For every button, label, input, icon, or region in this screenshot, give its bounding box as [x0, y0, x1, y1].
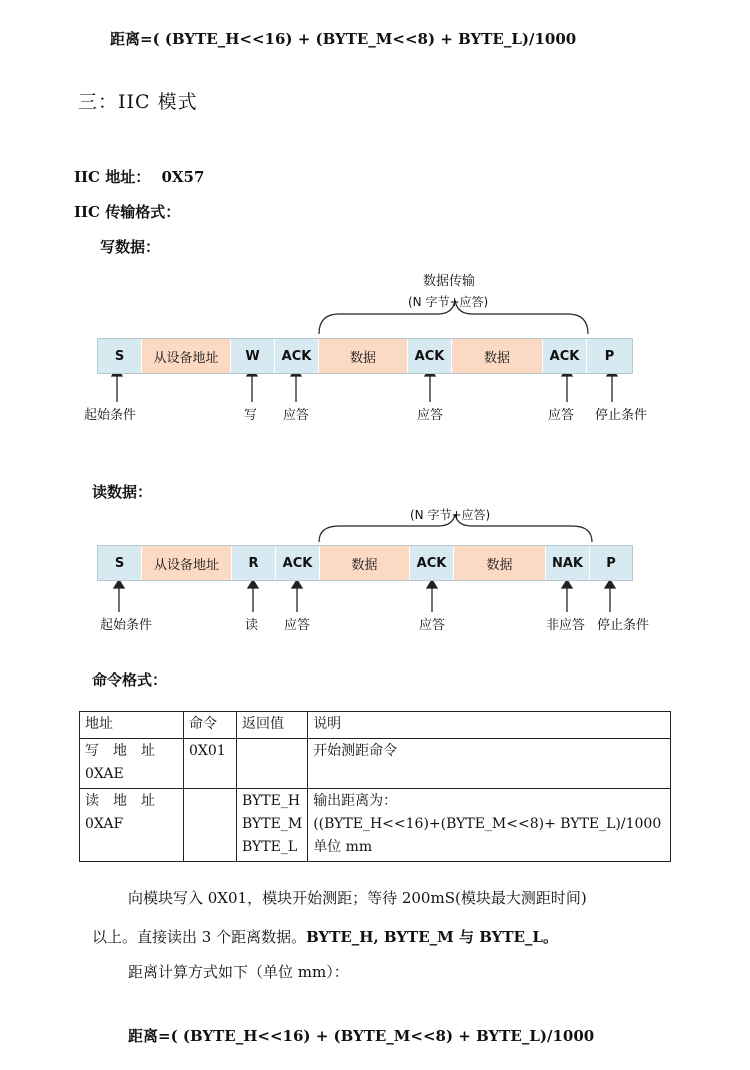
read-data-title: 读数据：	[92, 483, 153, 501]
write-cell-ack-1: ACK	[275, 339, 319, 373]
table-cell-description: 输出距离为： ((BYTE_H<<16)+(BYTE_M<<8)+ BYTE_L)/1000 单位 mm	[308, 789, 671, 862]
read-cell-start: S	[98, 546, 142, 580]
read-note-ack-1: 应答	[284, 618, 311, 633]
table-header-cell: 命令	[184, 712, 237, 739]
write-cell-ack-2: ACK	[408, 339, 452, 373]
paragraph-line-2: 以上。直接读出 3 个距离数据。BYTE_H, BYTE_M 与 BYTE_L。	[92, 928, 558, 946]
read-cell-data-2: 数据	[454, 546, 546, 580]
transfer-format-label: IIC 传输格式：	[74, 203, 181, 221]
write-data-title: 写数据：	[100, 238, 161, 256]
table-cell-return: BYTE_H BYTE_M BYTE_L	[237, 789, 308, 862]
read-cell-ack-1: ACK	[276, 546, 320, 580]
iic-address-value: 0X57	[161, 168, 205, 186]
table-row	[80, 789, 671, 862]
write-cell-w: W	[231, 339, 275, 373]
table-header-cell: 说明	[308, 712, 671, 739]
read-cell-nak: NAK	[546, 546, 590, 580]
write-note-ack-2: 应答	[417, 408, 444, 423]
read-cell-slave-address: 从设备地址	[142, 546, 232, 580]
read-note-start: 起始条件	[100, 618, 153, 633]
write-cell-ack-3: ACK	[543, 339, 587, 373]
write-note-start: 起始条件	[84, 408, 137, 423]
write-cell-start: S	[98, 339, 142, 373]
write-note-w: 写	[244, 408, 258, 423]
table-header-row	[80, 712, 671, 739]
write-note-ack-3: 应答	[548, 408, 575, 423]
table-cell-address: 读 地 址 0XAF	[80, 789, 184, 862]
read-cell-data-1: 数据	[320, 546, 410, 580]
read-note-stop: 停止条件	[597, 618, 650, 633]
command-table	[79, 711, 671, 862]
write-note-ack-1: 应答	[283, 408, 310, 423]
write-frame-bar	[97, 338, 633, 374]
read-arrows	[114, 580, 615, 612]
table-cell-address: 写 地 址 0XAE	[80, 739, 184, 789]
read-note-nak: 非应答	[546, 618, 586, 633]
table-cell-return	[237, 739, 308, 789]
table-header-cell: 返回值	[237, 712, 308, 739]
iic-address-label: IIC 地址：	[74, 168, 151, 186]
table-cell-description: 开始测距命令	[308, 739, 671, 789]
section-title: 三：IIC 模式	[78, 91, 198, 113]
read-brace-subtitle: (N 字节+应答)	[410, 508, 491, 522]
table-cell-command: 0X01	[184, 739, 237, 789]
paragraph-line-3: 距离计算方式如下（单位 mm）：	[128, 963, 349, 981]
write-cell-data-1: 数据	[319, 339, 408, 373]
distance-formula-top: 距离=( (BYTE_H<<16) + (BYTE_M<<8) + BYTE_L)/1000	[110, 30, 577, 48]
write-note-stop: 停止条件	[595, 408, 648, 423]
read-note-ack-2: 应答	[419, 618, 446, 633]
read-note-r: 读	[245, 618, 259, 633]
read-frame-bar	[97, 545, 633, 581]
paragraph-line-1: 向模块写入 0X01，模块开始测距；等待 200mS(模块最大测距时间)	[128, 889, 587, 907]
read-cell-stop: P	[590, 546, 632, 580]
table-cell-command	[184, 789, 237, 862]
distance-formula-bottom: 距离=( (BYTE_H<<16) + (BYTE_M<<8) + BYTE_L)/1000	[128, 1027, 595, 1045]
write-cell-stop: P	[587, 339, 632, 373]
write-brace	[319, 300, 588, 334]
write-brace-title: 数据传输	[423, 274, 476, 289]
command-format-label: 命令格式：	[92, 671, 168, 689]
write-cell-data-2: 数据	[452, 339, 543, 373]
table-row	[80, 739, 671, 789]
write-brace-subtitle: (N 字节+应答)	[408, 295, 489, 309]
write-cell-slave-address: 从设备地址	[142, 339, 231, 373]
table-header-cell: 地址	[80, 712, 184, 739]
read-cell-ack-2: ACK	[410, 546, 454, 580]
read-cell-r: R	[232, 546, 276, 580]
